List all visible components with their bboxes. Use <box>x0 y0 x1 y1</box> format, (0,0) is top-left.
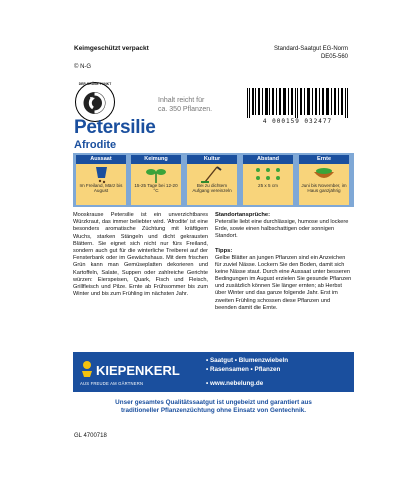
product-variety: Afrodite <box>74 139 117 151</box>
calendar-text: 25 x 5 cm <box>258 183 278 188</box>
gruener-punkt-text: DER GRÜNE PUNKT <box>78 82 112 86</box>
soil-text: Petersilie liebt eine durchlässige, humose und lockere Erde, sowie einen halbschattigen oder sonnigen Standort. <box>215 219 349 239</box>
brand-website[interactable]: • www.nebelung.de <box>206 380 264 387</box>
tips-text: Gelbe Blätter an jungen Pflanzen sind ein Anzeichen für zuviel Nässe. Lockern Sie den Boden, damit sich keine Nässe staut. Durch eine Aussaat unter besseren Bedingungen im August erzielen Sie gesunde Pflanzen und zusätzlich können Sie länger ernten; ab Herbst über Winter und das ganze folgende Jahr. Erst im zweiten Frühling schossen diese Pflanzen und beenden damit die Ernte. <box>215 255 352 311</box>
calendar-text: 15-25 Tage bei 12-20 °C <box>134 183 178 194</box>
calendar-text: Im Freiland, März bis August <box>79 183 123 194</box>
barcode-number: 4 000159 032477 <box>262 118 333 125</box>
spacing-icon <box>243 164 293 184</box>
gl-number: GL 4700718 <box>74 433 107 439</box>
content-line-2: ca. 350 Pflanzen. <box>158 106 213 113</box>
barcode <box>245 88 350 118</box>
brand-name: KIEPENKERL <box>96 363 180 378</box>
quality-line-1: Unser gesamtes Qualitätssaatgut ist ungebeizt und garantiert aus <box>115 399 312 406</box>
standard-note <box>274 45 348 61</box>
quality-statement <box>73 399 354 415</box>
calendar-tile-aussaat <box>76 155 126 205</box>
brand-slogan: AUS FREUDE AM GÄRTNERN <box>80 381 144 386</box>
calendar-tile-kultur <box>187 155 237 205</box>
content-note <box>158 96 212 114</box>
basket-icon <box>299 164 349 184</box>
cultivation-calendar <box>73 153 354 207</box>
calendar-tile-abstand <box>243 155 293 205</box>
brand-products <box>206 356 288 374</box>
calendar-label: Keimung <box>131 155 181 164</box>
product-description: Mooskrause Petersilie ist ein unverzichtbares Würzkraut, das immer beliebter wird. 'Afrodite' ist eine besonders aromatische Züchtung mit kräftigem Wuchs, starken Stängeln und dicht gekrausten Blättern. Sie eignet sich nicht nur fürs Freiland, sondern auch gut für die winterliche Treiberei auf der Fensterbank oder im Gewächshaus. Mit dem frischen Grün kann man Gemüseplatten dekorieren und Kartoffeln, Salate, Suppen oder zahlreiche Gerichte würzen: Eierspeisen, Quark, Fisch und Fleisch, Grillfleisch und Pilze. Ernte ab Frühsommer bis zum Winter und bis zum Frühling im nächsten Jahr. <box>73 212 208 298</box>
calendar-tile-ernte <box>299 155 349 205</box>
standard-text: Standard-Saatgut EG-Norm <box>273 46 348 52</box>
calendar-label: Kultur <box>187 155 237 164</box>
protection-note: Keimgeschützt verpackt <box>74 45 149 52</box>
calendar-tile-keimung <box>131 155 181 205</box>
product-title: Petersilie <box>74 117 156 138</box>
standard-code: DE05-560 <box>320 54 348 60</box>
calendar-label: Ernte <box>299 155 349 164</box>
tips-heading: Tipps: <box>215 248 233 254</box>
copyright: © N-G <box>74 64 92 70</box>
recycle-icon <box>76 83 113 120</box>
hoe-icon <box>187 164 237 184</box>
content-line-1: Inhalt reicht für <box>158 97 205 104</box>
calendar-text: Juni bis November, im Haus ganzjährig <box>301 183 347 194</box>
calendar-label: Aussaat <box>76 155 126 164</box>
brand-products-line-2: • Rasensamen • Pflanzen <box>206 366 281 373</box>
seed-icon <box>76 164 126 184</box>
brand-products-line-1: • Saatgut • Blumenzwiebeln <box>206 357 289 364</box>
gruener-punkt-logo <box>75 82 115 122</box>
calendar-label: Abstand <box>243 155 293 164</box>
soil-heading: Standortansprüche: <box>215 212 271 218</box>
quality-line-2: traditioneller Pflanzenzüchtung ohne Einsatz von Gentechnik. <box>120 407 307 414</box>
calendar-text: Bei zu dichtem Aufgang vereinzeln <box>192 183 232 194</box>
sprout-icon <box>131 164 181 184</box>
